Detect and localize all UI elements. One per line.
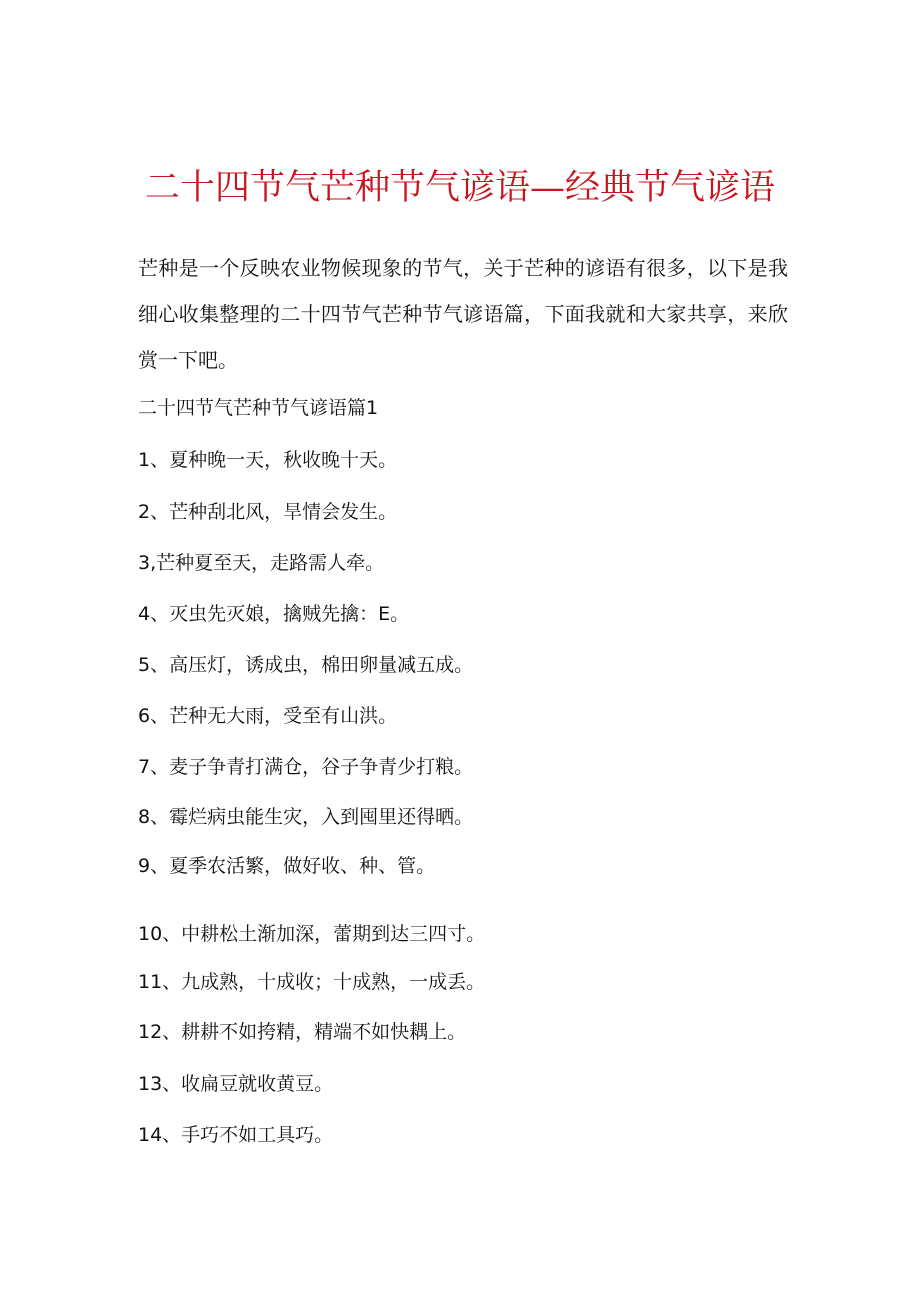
list-item: 14、手巧不如工具巧。: [138, 1124, 334, 1146]
intro-paragraph: 芒种是一个反映农业物候现象的节气，关于芒种的谚语有很多，以下是我细心收集整理的二十四节气芒种节气谚语篇，下面我就和大家共享，来欣赏一下吧。: [138, 256, 788, 372]
list-item: 12、耕耕不如挎精，精端不如快耦上。: [138, 1021, 467, 1043]
list-item: 7、麦子争青打满仓，谷子争青少打粮。: [138, 756, 474, 778]
list-item: 5、高压灯，诱成虫，棉田卵量减五成。: [138, 654, 474, 676]
list-item: 1、夏种晚一天，秋收晚十天。: [138, 449, 398, 471]
list-item: 9、夏季农活繁，做好收、种、管。: [138, 855, 436, 877]
list-item: 3,芒种夏至天，走路需人牵。: [138, 552, 385, 574]
list-item: 2、芒种刮北风，旱情会发生。: [138, 501, 398, 523]
document-title: 二十四节气芒种节气谚语—经典节气谚语: [144, 168, 775, 208]
list-item: 10、中耕松土渐加深，蕾期到达三四寸。: [138, 923, 486, 945]
list-item: 13、收扁豆就收黄豆。: [138, 1073, 334, 1095]
list-item: 11、九成熟，十成收；十成熟，一成丢。: [138, 971, 486, 993]
list-item: 4、灭虫先灭娘，擒贼先擒：E。: [138, 603, 410, 625]
list-item: 8、霉烂病虫能生灾，入到囤里还得晒。: [138, 806, 474, 828]
section-heading: 二十四节气芒种节气谚语篇1: [138, 397, 379, 419]
list-item: 6、芒种无大雨，受至有山洪。: [138, 705, 398, 727]
